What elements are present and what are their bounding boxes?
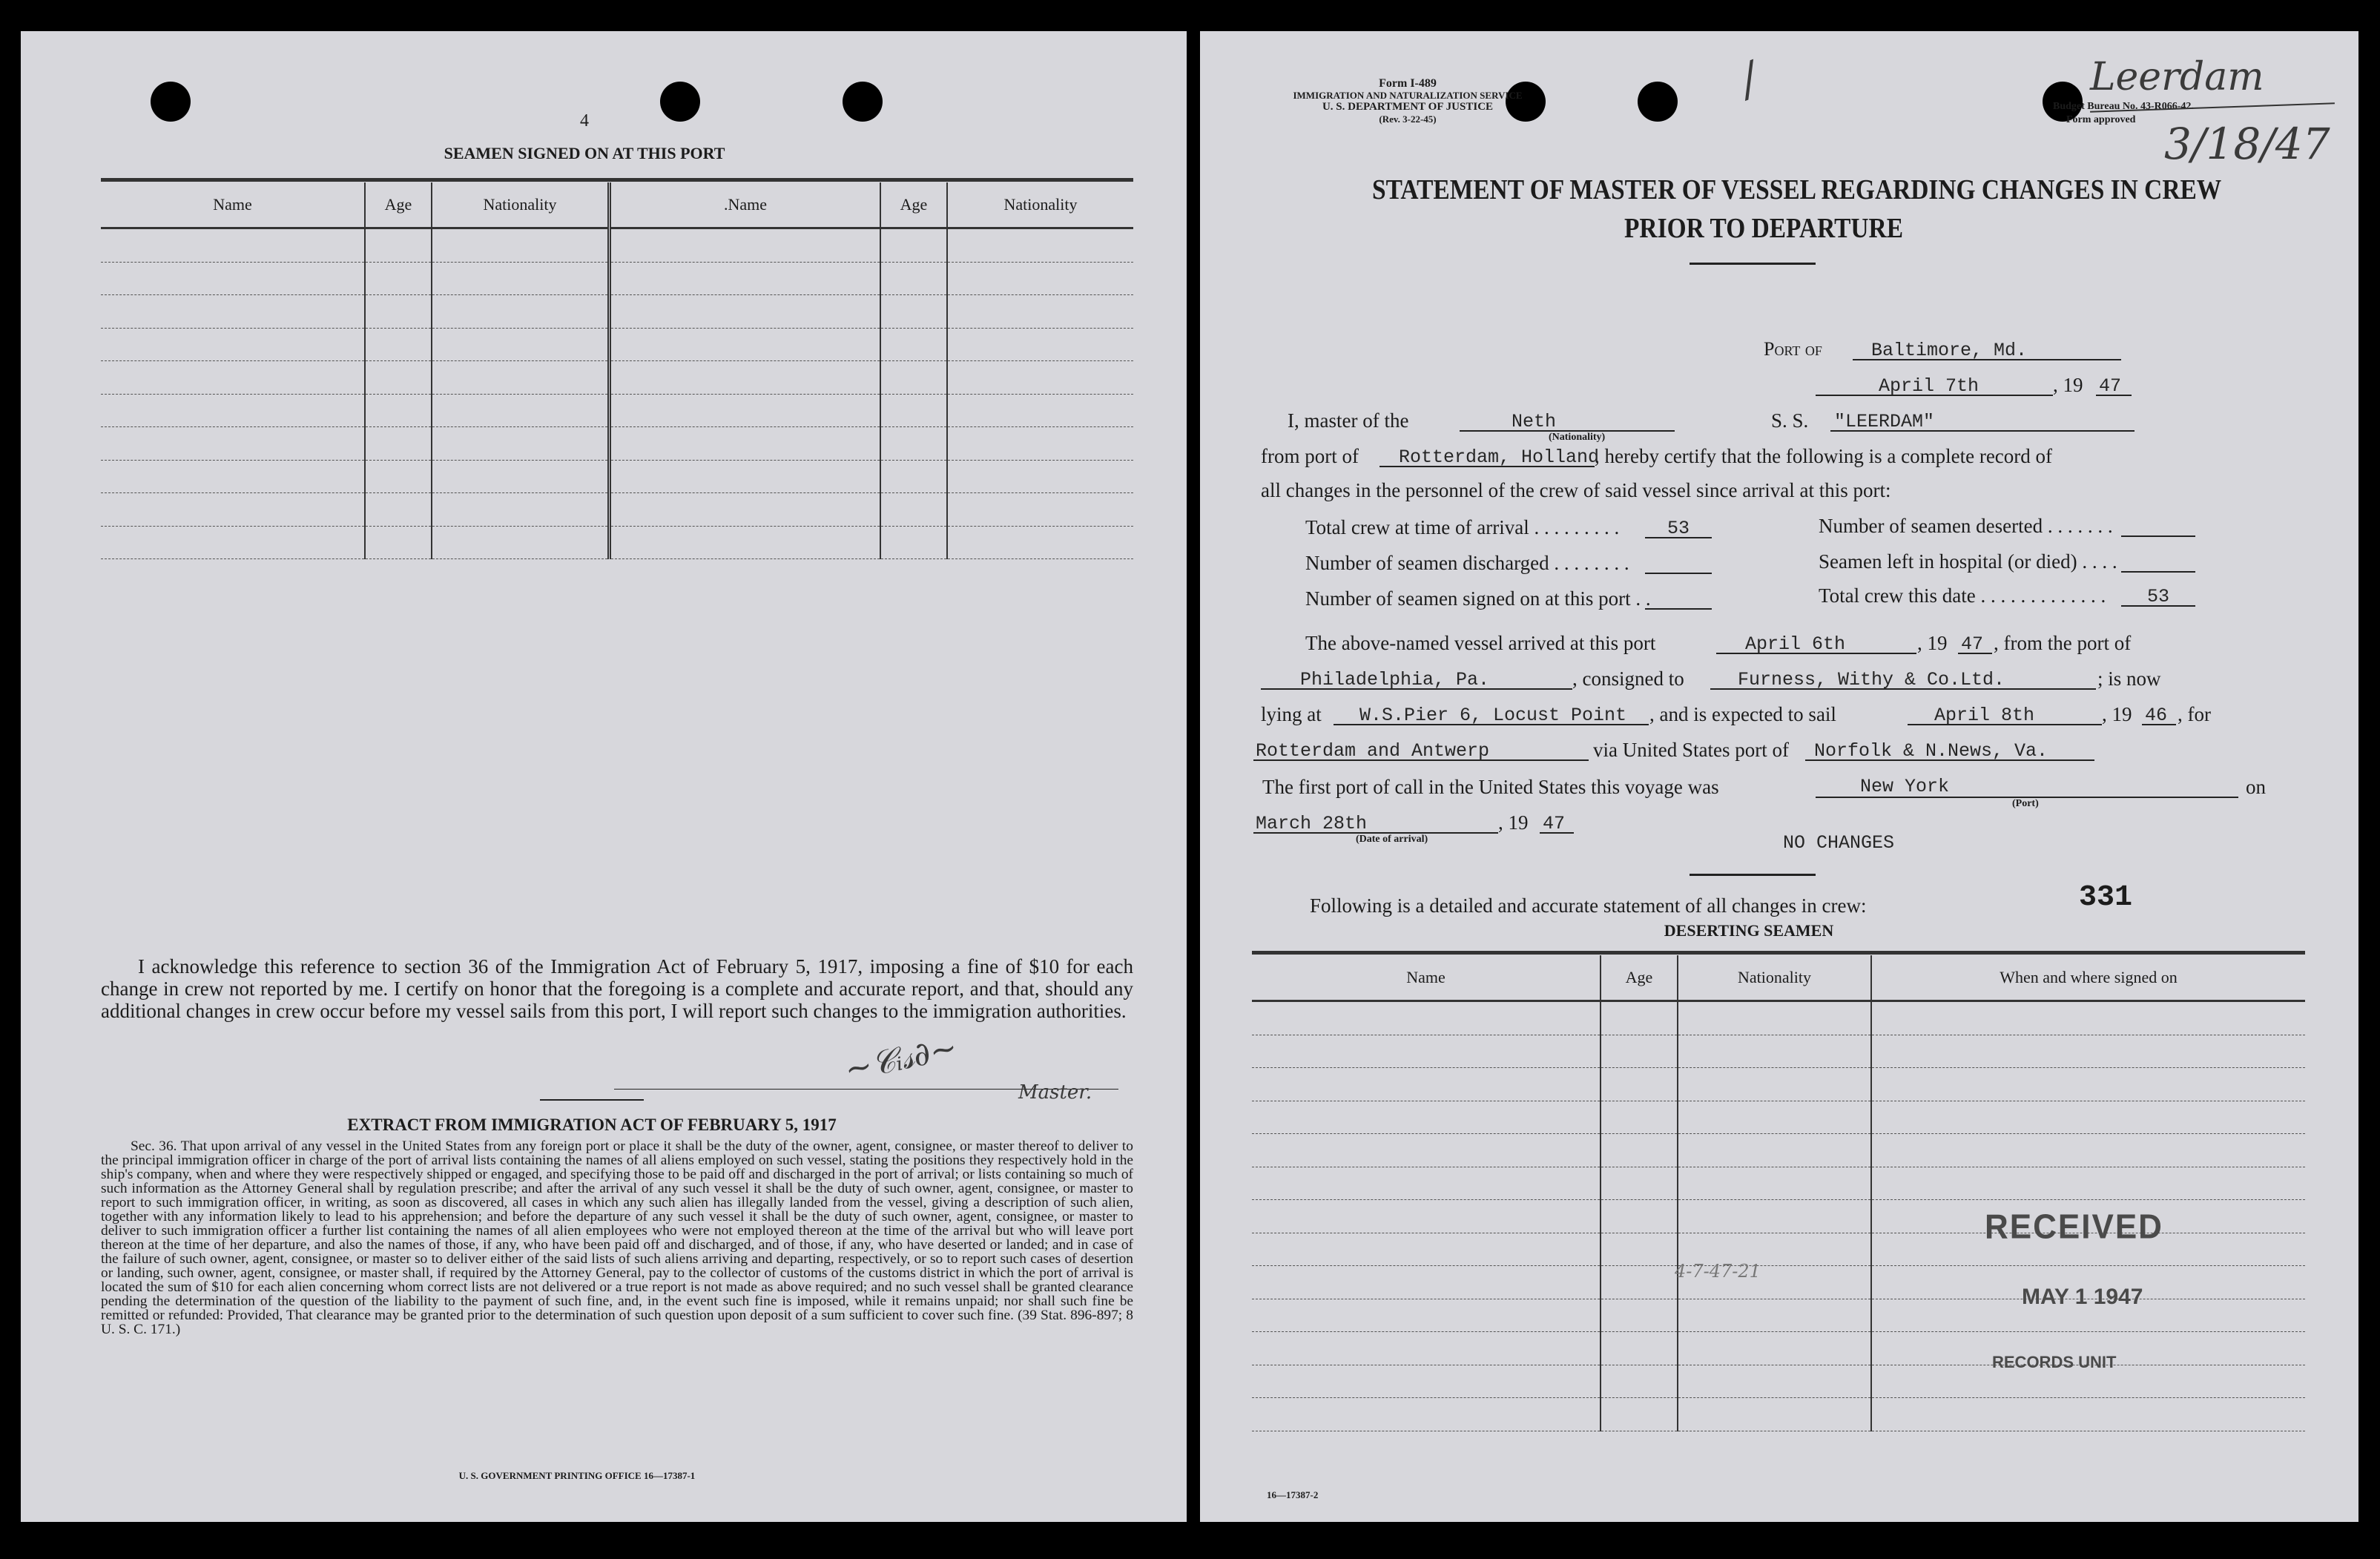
table-cell [365, 328, 432, 361]
table-cell [880, 361, 947, 395]
table-cell [880, 295, 947, 329]
first-port-label: The first port of call in the United States this voyage was [1262, 776, 1719, 798]
table-cell [947, 328, 1133, 361]
signed-on-line [1645, 608, 1712, 610]
table-cell [610, 262, 881, 295]
header-when-where-signed-on: When and where signed on [1871, 955, 2305, 1001]
table-cell [1678, 1001, 1871, 1035]
table-cell [1252, 1001, 1601, 1035]
table-cell [1678, 1332, 1871, 1365]
on-label: on [2246, 776, 2266, 798]
agency-line-2: U. S. DEPARTMENT OF JUSTICE [1322, 101, 1494, 113]
table-cell [1252, 1266, 1601, 1299]
table-cell [880, 493, 947, 527]
port-caption: (Port) [2012, 798, 2039, 809]
table-row [101, 460, 1133, 493]
punch-hole [843, 82, 883, 122]
table-cell [1601, 1101, 1678, 1134]
table-row [101, 526, 1133, 559]
table-cell [1601, 1398, 1678, 1431]
table-row [1252, 1299, 2305, 1332]
table-row [101, 394, 1133, 427]
header-name: .Name [610, 182, 881, 228]
extract-text: Sec. 36. That upon arrival of any vessel in the United States from any foreign port or place it shall be the duty of the owner, agent, consignee, or master thereof to deliver to the principal immigration officer in charge of the port of arrival lists containing the names of all aliens employed on such vessel, stating the positions they respectively hold in the ship's company, when and where they were respectively shipped or engaged, and specifying those to be paid off and discharged in the port of arrival; or lists containing so much of such information as the Attorney General shall by regulation prescribe; and after the arrival of any such vessel it shall be the duty of such owner, agent, consignee, or master to report to such immigration officer, in writing, as soon as discovered, all cases in which any such alien has illegally landed from the vessel, giving a description of such alien, together with any information likely to lead to his apprehension; and before the departure of any such vessel it shall be the duty of such owner, agent, consignee, or master to deliver to such immigration officer a further list containing the names of all alien employees who were not employed thereon at the time of the arrival but who will leave port thereon at the time of her departure, and also the names of those, if any, who have been paid off and discharged, and of those, if any, who have deserted or landed; and in case of the failure of such owner, agent, consignee, or master so to deliver either of the said lists of such aliens arriving and departing, respectively, or so to report such cases of desertion or landing, such owner, agent, consignee, or master shall, if required by the Attorney General, pay to the collector of customs of the customs district in which the port of arrival is located the sum of $10 for each alien concerning whom correct lists are not delivered or a true report is not made as above required; and no such vessel shall be granted clearance pending the determination of the question of the liability to the payment of such fine, and, in the event such fine is imposed, while it remains unpaid; nor shall such fine be remitted or refunded: Provided, That clearance may be granted prior to the determination of such question upon deposit of a sum sufficient to cover such fine. (39 Stat. 896-897; 8 U. S. C. 171.) [101, 1138, 1133, 1337]
table-cell [610, 328, 881, 361]
table-cell [1601, 1200, 1678, 1233]
table-cell [101, 228, 365, 263]
consigned-label: , consigned to [1572, 668, 1684, 690]
discharged-label: Number of seamen discharged . . . . . . . . [1305, 552, 1629, 574]
table-cell [365, 262, 432, 295]
table-cell [1678, 1398, 1871, 1431]
table-row [1252, 1134, 2305, 1167]
port-label: Port of [1764, 338, 1822, 360]
header-age: Age [1601, 955, 1678, 1001]
table-cell [432, 427, 610, 461]
signed-on-label: Number of seamen signed on at this port . . [1305, 587, 1651, 610]
table-cell [610, 361, 881, 395]
via-port: Norfolk & N.News, Va. [1814, 740, 2048, 762]
table-cell [365, 394, 432, 427]
deserting-table-title: DESERTING SEAMEN [1664, 921, 1834, 940]
table-row [101, 493, 1133, 527]
table-cell [1601, 1266, 1678, 1299]
table-cell [1871, 1134, 2305, 1167]
title-rule [1690, 263, 1816, 265]
table-cell [880, 228, 947, 263]
deserting-table-top-rule [1252, 951, 2305, 955]
table-cell [432, 328, 610, 361]
total-arrival-value: 53 [1667, 518, 1690, 539]
table-cell [1252, 1134, 1601, 1167]
table-row [101, 427, 1133, 461]
no-changes-note: NO CHANGES [1783, 832, 1895, 854]
header-name: Name [1252, 955, 1601, 1001]
table-cell [101, 427, 365, 461]
table-cell [1252, 1068, 1601, 1101]
page-number: 4 [580, 111, 589, 131]
table-row [101, 262, 1133, 295]
arrival-year-prefix: , 19 [1498, 811, 1529, 834]
table-cell [947, 460, 1133, 493]
table-cell [432, 361, 610, 395]
certify-text: , hereby certify that the following is a complete record of [1595, 445, 2053, 467]
table-cell [365, 295, 432, 329]
budget-line-1: Budget Bureau No. 43-R066-42. [2053, 101, 2194, 112]
table-cell [1601, 1299, 1678, 1332]
prev-port: Philadelphia, Pa. [1300, 669, 1490, 690]
table-row [1252, 1266, 2305, 1299]
table-cell [1601, 1167, 1678, 1200]
table-cell [1678, 1035, 1871, 1068]
table-cell [1252, 1200, 1601, 1233]
table-cell [947, 526, 1133, 559]
form-number: Form I-489 [1379, 77, 1437, 90]
year-prefix: , 19 [2053, 374, 2083, 396]
revision: (Rev. 3-22-45) [1379, 113, 1437, 125]
table-cell [1871, 1167, 2305, 1200]
budget-line-2: Form approved [2066, 114, 2136, 125]
table-row [1252, 1101, 2305, 1134]
table-cell [365, 228, 432, 263]
total-arrival-label: Total crew at time of arrival . . . . . . . . . [1305, 516, 1620, 538]
header-age: Age [880, 182, 947, 228]
table-cell [1678, 1365, 1871, 1398]
handwritten-ship-name: Leerdam [2090, 55, 2264, 99]
table-cell [947, 427, 1133, 461]
nationality-caption: (Nationality) [1549, 432, 1606, 443]
table-cell [1601, 1068, 1678, 1101]
nationality-value: Neth [1512, 411, 1557, 432]
arrived-year: 47 [1961, 633, 1984, 655]
handwritten-date: 3/18/47 [2164, 119, 2330, 169]
table-cell [1601, 1001, 1678, 1035]
table-cell [1678, 1299, 1871, 1332]
signed-on-table-title: SEAMEN SIGNED ON AT THIS PORT [444, 144, 725, 162]
received-stamp: RECEIVED [1985, 1207, 2163, 1247]
punch-hole [1638, 82, 1678, 122]
from-port-value: Rotterdam, Holland [1399, 446, 1600, 468]
stamp-number: 331 [2079, 881, 2133, 914]
section-rule [1690, 874, 1816, 876]
sail-date: April 8th [1934, 705, 2035, 726]
table-cell [1678, 1200, 1871, 1233]
is-now-label: ; is now [2097, 668, 2161, 690]
deserted-line [2121, 535, 2195, 537]
table-cell [1601, 1332, 1678, 1365]
table-cell [880, 262, 947, 295]
arrived-label: The above-named vessel arrived at this port [1305, 632, 1656, 654]
table-cell [101, 361, 365, 395]
table-cell [947, 295, 1133, 329]
table-row [1252, 1035, 2305, 1068]
table-cell [432, 526, 610, 559]
date-value: April 7th [1879, 375, 1980, 397]
expected-label: , and is expected to sail [1649, 703, 1836, 725]
table-cell [880, 394, 947, 427]
punch-hole [151, 82, 191, 122]
table-cell [610, 493, 881, 527]
header-nationality: Nationality [432, 182, 610, 228]
divider [540, 1099, 644, 1101]
hospital-label: Seamen left in hospital (or died) . . . . [1819, 550, 2117, 573]
header-age: Age [365, 182, 432, 228]
total-date-value: 53 [2146, 586, 2169, 607]
table-row [101, 328, 1133, 361]
table-cell [101, 493, 365, 527]
year-value: 47 [2099, 375, 2122, 397]
table-row [1252, 1167, 2305, 1200]
table-cell [1252, 1299, 1601, 1332]
ship-name: "LEERDAM" [1834, 411, 1935, 432]
table-row [1252, 1365, 2305, 1398]
form-title-line-1: STATEMENT OF MASTER OF VESSEL REGARDING CHANGES IN CREW [1372, 174, 2222, 205]
printer-note: 16—17387-2 [1267, 1489, 1319, 1500]
table-top-rule [101, 178, 1133, 182]
pencil-note: 4-7-47-21 [1675, 1261, 1761, 1282]
table-cell [610, 526, 881, 559]
table-cell [1252, 1233, 1601, 1266]
table-cell [1871, 1068, 2305, 1101]
table-cell [101, 295, 365, 329]
table-cell [101, 460, 365, 493]
table-row [101, 295, 1133, 329]
master-label: Master. [1018, 1081, 1092, 1104]
table-cell [432, 394, 610, 427]
table-row [1252, 1398, 2305, 1431]
right-page [1200, 31, 2358, 1522]
table-cell [101, 262, 365, 295]
table-cell [880, 526, 947, 559]
table-cell [1871, 1398, 2305, 1431]
total-date-label: Total crew this date . . . . . . . . . . . . . [1819, 584, 2106, 607]
arrival-caption: (Date of arrival) [1356, 834, 1428, 845]
pencil-tick: / [1733, 52, 1765, 107]
table-cell [1252, 1332, 1601, 1365]
table-cell [365, 526, 432, 559]
via-label: via United States port of [1593, 739, 1789, 761]
table-cell [432, 460, 610, 493]
discharged-line [1645, 573, 1712, 574]
table-cell [1601, 1035, 1678, 1068]
table-row [1252, 1332, 2305, 1365]
master-of-label: I, master of the [1288, 409, 1409, 432]
records-unit-stamp: RECORDS UNIT [1992, 1353, 2117, 1371]
deserted-label: Number of seamen deserted . . . . . . . [1819, 515, 2113, 537]
sail-year: 46 [2145, 705, 2168, 726]
table-cell [947, 228, 1133, 263]
table-cell [101, 328, 365, 361]
signed-on-table [101, 182, 1133, 559]
table-cell [1678, 1167, 1871, 1200]
table-cell [1678, 1134, 1871, 1167]
header-name: Name [101, 182, 365, 228]
table-cell [880, 460, 947, 493]
table-cell [1601, 1365, 1678, 1398]
table-cell [1601, 1233, 1678, 1266]
lying-value: W.S.Pier 6, Locust Point [1359, 705, 1627, 726]
table-cell [432, 493, 610, 527]
table-cell [365, 361, 432, 395]
table-cell [610, 295, 881, 329]
table-cell [1252, 1167, 1601, 1200]
extract-title: EXTRACT FROM IMMIGRATION ACT OF FEBRUARY 5, 1917 [347, 1115, 837, 1134]
table-cell [1678, 1101, 1871, 1134]
table-cell [1601, 1134, 1678, 1167]
table-cell [432, 228, 610, 263]
arrival-year: 47 [1543, 813, 1566, 834]
received-date-stamp: MAY 1 1947 [2022, 1285, 2143, 1309]
deserting-seamen-table [1252, 955, 2305, 1431]
table-cell [1678, 1068, 1871, 1101]
table-cell [432, 262, 610, 295]
table-cell [947, 493, 1133, 527]
table-cell [1871, 1001, 2305, 1035]
consignee: Furness, Withy & Co.Ltd. [1738, 669, 2005, 690]
table-row [1252, 1001, 2305, 1035]
table-cell [610, 394, 881, 427]
header-nationality: Nationality [1678, 955, 1871, 1001]
table-cell [101, 526, 365, 559]
table-cell [947, 361, 1133, 395]
header-nationality: Nationality [947, 182, 1133, 228]
lying-label: lying at [1261, 703, 1322, 725]
table-cell [1871, 1101, 2305, 1134]
agency-line-1: IMMIGRATION AND NATURALIZATION SERVICE [1293, 90, 1523, 101]
table-cell [1871, 1035, 2305, 1068]
destination: Rotterdam and Antwerp [1256, 740, 1490, 762]
table-cell [365, 493, 432, 527]
table-cell [1252, 1398, 1601, 1431]
master-signature: ~𝒞ᵢ𝓈∂~ [841, 1028, 961, 1090]
from-the-port-label: , from the port of [1994, 632, 2132, 654]
left-page [21, 31, 1187, 1522]
from-port-label: from port of [1261, 445, 1359, 467]
form-title-line-2: PRIOR TO DEPARTURE [1624, 213, 1904, 244]
table-cell [947, 262, 1133, 295]
hospital-line [2121, 571, 2195, 573]
table-row [101, 228, 1133, 263]
port-value: Baltimore, Md. [1871, 340, 2028, 361]
table-row [1252, 1068, 2305, 1101]
table-cell [1252, 1365, 1601, 1398]
table-cell [101, 394, 365, 427]
table-cell [365, 427, 432, 461]
first-port-value: New York [1860, 776, 1950, 797]
arrival-date: March 28th [1256, 813, 1368, 834]
table-cell [432, 295, 610, 329]
changes-text: all changes in the personnel of the crew of said vessel since arrival at this port: [1261, 479, 1891, 501]
table-row [101, 361, 1133, 395]
for-label: , for [2178, 703, 2211, 725]
table-cell [1252, 1101, 1601, 1134]
table-cell [610, 228, 881, 263]
table-cell [947, 394, 1133, 427]
table-cell [610, 460, 881, 493]
sail-year-prefix: , 19 [2102, 703, 2132, 725]
arrived-date: April 6th [1745, 633, 1846, 655]
table-cell [610, 427, 881, 461]
certification-text: I acknowledge this reference to section 36 of the Immigration Act of February 5, 1917, imposing a fine of $10 for each change in crew not reported by me. I certify on honor that the foregoing is a complete and accurate report, and that, should any additional changes in crew occur before my vessel sails from this port, I will report such changes to the immigration authorities. [101, 955, 1133, 1022]
table-cell [880, 427, 947, 461]
table-cell [365, 460, 432, 493]
table-cell [1252, 1035, 1601, 1068]
ss-label: S. S. [1771, 409, 1809, 432]
arrived-year-prefix: , 19 [1917, 632, 1948, 654]
following-label: Following is a detailed and accurate statement of all changes in crew: [1310, 894, 1867, 917]
punch-hole [660, 82, 700, 122]
table-cell [880, 328, 947, 361]
printer-note: U. S. GOVERNMENT PRINTING OFFICE 16—17387-1 [458, 1470, 696, 1481]
